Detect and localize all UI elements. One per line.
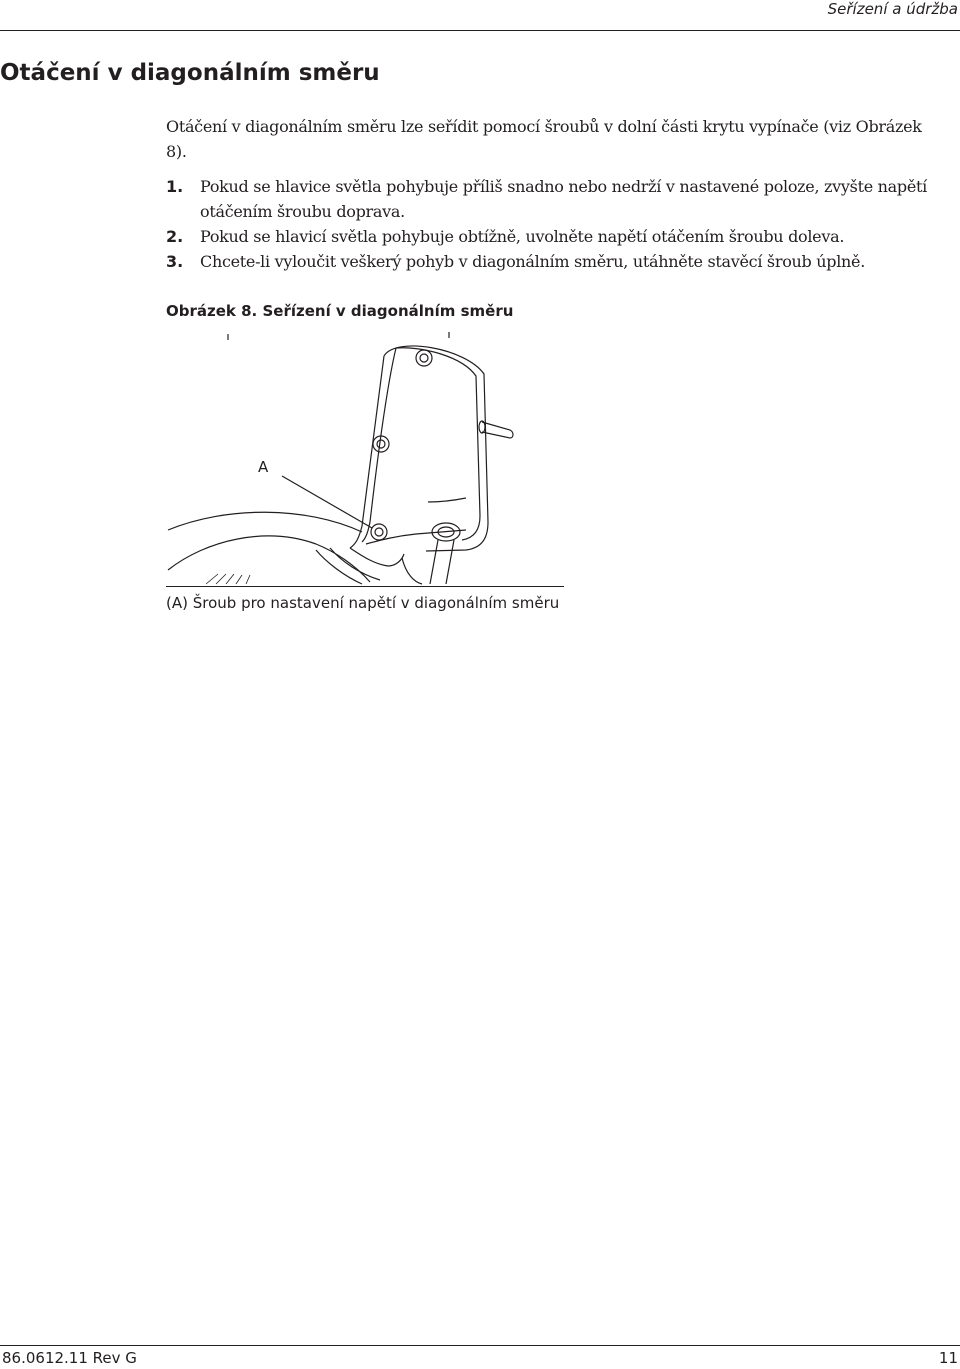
top-screw [416, 350, 432, 366]
tension-screw-a [371, 524, 387, 540]
lamp-arm-inner [316, 544, 370, 582]
step-number: 3. [166, 252, 184, 271]
step-item [166, 249, 946, 274]
step-item [166, 174, 946, 224]
lamp-switch-housing-illustration [166, 326, 566, 586]
lamp-arm-bracket [316, 548, 380, 584]
step-text: Pokud se hlavice světla pohybuje příliš snadno nebo nedrží v nastavené poloze, zvyšte napětí otáčením šroubu doprava. [200, 177, 927, 221]
header-divider [0, 30, 960, 31]
lamp-arm-lower [168, 536, 316, 570]
housing-seam [428, 498, 466, 502]
lamp-arm-upper [168, 512, 362, 532]
page-number: 11 [938, 1349, 958, 1367]
lamp-arm-detail [350, 548, 404, 566]
step-number: 2. [166, 227, 184, 246]
footer-divider [0, 1345, 960, 1346]
switch-housing-body [366, 530, 466, 544]
step-text: Chcete-li vyloučit veškerý pohyb v diagonálním směru, utáhněte stavěcí šroub úplně. [200, 252, 865, 271]
steps-list [166, 174, 946, 274]
step-text: Pokud se hlavicí světla pohybuje obtížně, uvolněte napětí otáčením šroubu doleva. [200, 227, 845, 246]
document-id: 86.0612.11 Rev G [2, 1349, 137, 1367]
figure-divider [166, 586, 564, 587]
figure-legend: (A) Šroub pro nastavení napětí v diagonálním směru [166, 594, 560, 612]
intro-paragraph: Otáčení v diagonálním směru lze seřídit pomocí šroubů v dolní části krytu vypínače (viz Obrázek 8). [166, 117, 922, 161]
switch-housing-face [362, 348, 480, 542]
figure-caption: Obrázek 8. Seřízení v diagonálním směru [166, 302, 514, 320]
callout-label-a: A [258, 458, 269, 476]
lamp-arm-edge [402, 558, 422, 584]
reflector-hatching [206, 574, 250, 584]
section-title: Otáčení v diagonálním směru [0, 60, 380, 86]
running-header: Seřízení a údržba [827, 0, 958, 18]
step-item [166, 224, 946, 249]
step-number: 1. [166, 177, 184, 196]
side-pin [482, 422, 513, 438]
